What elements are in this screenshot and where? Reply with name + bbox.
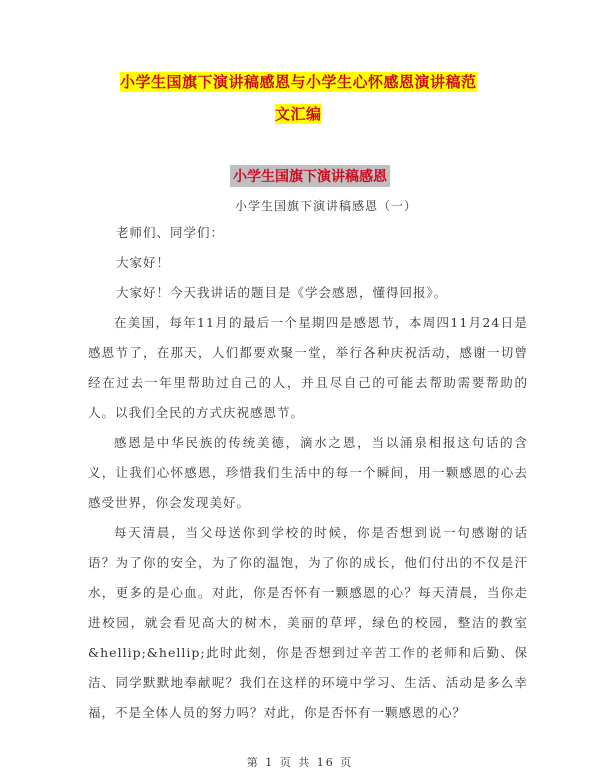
section-subtitle: 小学生国旗下演讲稿感恩（一） xyxy=(235,199,418,213)
paragraph-tradition: 感恩是中华民族的传统美德，滴水之恩，当以涌泉相报这句话的含义，让我们心怀感恩，珍惜我们生活中的每一个瞬间，用一颗感恩的心去感受世界，你会发现美好。 xyxy=(88,435,528,510)
paragraph-morning: 每天清晨，当父母送你到学校的时候，你是否想到说一句感谢的话语？为了你的安全，为了你的温饱，为了你的成长，他们付出的不仅是汗水，更多的是心血。对此，你是否怀有一颗感恩的心？每天清晨，当你走进校园，就会看见高大的树木，美丽的草坪，绿色的校园，整洁的教室&hellip;&hellip;此时此刻，你是否想到过辛苦工作的老师和后勤、保洁、同学默默地奉献呢？我们在这样的环境中学习、生活、活动是多么幸福，不是全体人员的努力吗？对此，你是否怀有一颗感恩的心？ xyxy=(88,525,528,720)
section-title: 小学生国旗下演讲稿感恩 xyxy=(230,165,390,187)
greeting-hello: 大家好！ xyxy=(116,255,171,270)
greeting: 老师们、同学们： xyxy=(116,225,225,240)
title-line-2: 文汇编 xyxy=(275,105,322,123)
body-text xyxy=(88,218,528,728)
title-line-1: 小学生国旗下演讲稿感恩与小学生心怀感恩演讲稿范 xyxy=(120,73,477,91)
paragraph-topic: 大家好！今天我讲话的题目是《学会感恩，懂得回报》。 xyxy=(116,285,448,300)
paragraph-thanksgiving: 在美国，每年11月的最后一个星期四是感恩节，本周四11月24日是感恩节了，在那天，人们都要欢聚一堂，举行各种庆祝活动，感谢一切曾经在过去一年里帮助过自己的人，并且尽自己的可能去帮助需要帮助的人。以我们全民的方式庆祝感恩节。 xyxy=(88,315,528,420)
page-footer: 第 1 页 共 16 页 xyxy=(246,756,354,769)
